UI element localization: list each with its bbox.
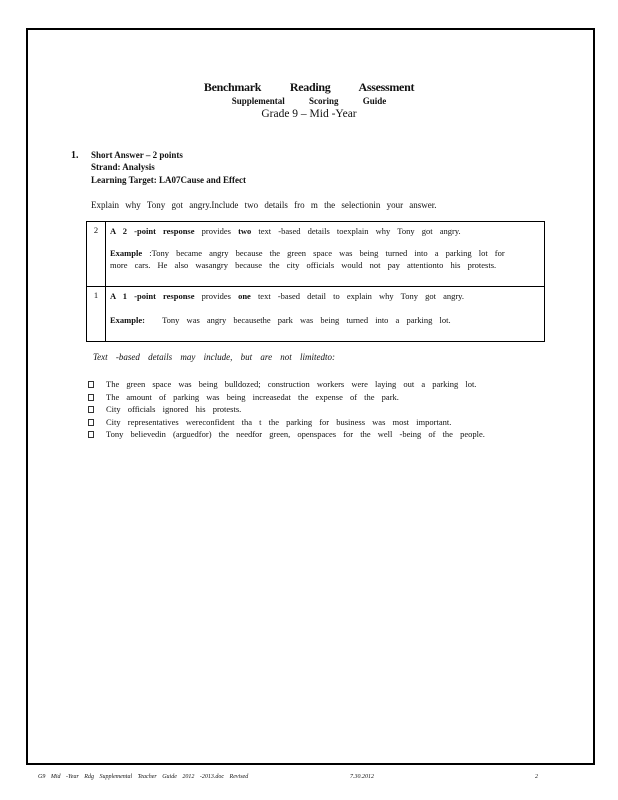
detail-text: The amount of parking was being increasedat the expense of the park. xyxy=(106,391,399,402)
bullet-icon xyxy=(88,394,94,401)
rubric-description-cell xyxy=(106,222,545,287)
details-list xyxy=(88,378,485,441)
desc-mid: provides xyxy=(201,291,231,301)
grade-label: Grade 9 – Mid -Year xyxy=(261,108,357,120)
footer-filename: G9 Mid -Year Rdg Supplemental Teacher Guide 2012 -2013.doc Revised xyxy=(38,774,249,780)
list-item xyxy=(88,403,485,416)
rubric-example-line2: more cars. He also wasangry because the city officials would not pay attentionto his protests. xyxy=(110,260,497,270)
question-type: Short Answer – 2 points xyxy=(91,150,183,160)
example-label: Example xyxy=(110,248,143,258)
rubric-row-2 xyxy=(87,222,545,287)
list-item xyxy=(88,391,485,404)
list-item xyxy=(88,416,485,429)
rubric-description xyxy=(110,225,540,237)
detail-text: City representatives wereconfident tha t the parking for business was most important. xyxy=(106,416,452,427)
list-item xyxy=(88,428,485,441)
score-cell: 1 xyxy=(87,287,106,342)
question-number: 1. xyxy=(71,150,79,161)
desc-rest: text -based details toexplain why Tony got angry. xyxy=(258,226,461,236)
example-text: :Tony became angry because the green space was being turned into a parking lot for xyxy=(149,248,505,258)
bullet-icon xyxy=(88,406,94,413)
desc-word: response xyxy=(163,226,195,236)
score-cell: 2 xyxy=(87,222,106,287)
rubric-description xyxy=(110,290,540,302)
rubric-row-1 xyxy=(87,287,545,342)
details-note: Text -based details may include, but are not limitedto: xyxy=(93,352,336,362)
detail-text: The green space was being bulldozed; construction workers were laying out a parking lot. xyxy=(106,379,477,389)
rubric-example xyxy=(110,314,540,326)
example-label: Example: xyxy=(110,315,145,325)
question-prompt: Explain why Tony got angry.Include two details fro m the selectionin your answer. xyxy=(91,200,437,210)
detail-text: City officials ignored his protests. xyxy=(106,404,242,414)
rubric-example xyxy=(110,247,540,259)
bullet-icon xyxy=(88,419,94,426)
desc-prefix: A 1 -point xyxy=(110,291,156,301)
document-subtitle: Supplemental Scoring Guide xyxy=(231,96,387,106)
question-strand: Strand: Analysis xyxy=(91,162,155,172)
desc-rest: text -based detail to explain why Tony got angry. xyxy=(257,291,464,301)
bullet-icon xyxy=(88,381,94,388)
rubric-description-cell xyxy=(106,287,545,342)
footer-date: 7.30.2012 xyxy=(350,774,374,780)
example-text: Tony was angry becausethe park was being turned into a parking lot. xyxy=(162,315,451,325)
desc-mid: provides xyxy=(201,226,231,236)
detail-text: Tony believedin (arguedfor) the needfor green, openspaces for the well -being of the people. xyxy=(106,429,485,439)
footer-page-number: 2 xyxy=(535,774,538,780)
desc-prefix: A 2 -point xyxy=(110,226,156,236)
document-title: Benchmark Reading Assessment xyxy=(203,80,415,94)
desc-word: response xyxy=(163,291,195,301)
desc-count: one xyxy=(238,291,251,301)
desc-count: two xyxy=(238,226,252,236)
list-item xyxy=(88,378,485,391)
rubric-table xyxy=(86,221,545,342)
question-learning-target: Learning Target: LA07Cause and Effect xyxy=(91,175,246,185)
bullet-icon xyxy=(88,431,94,438)
